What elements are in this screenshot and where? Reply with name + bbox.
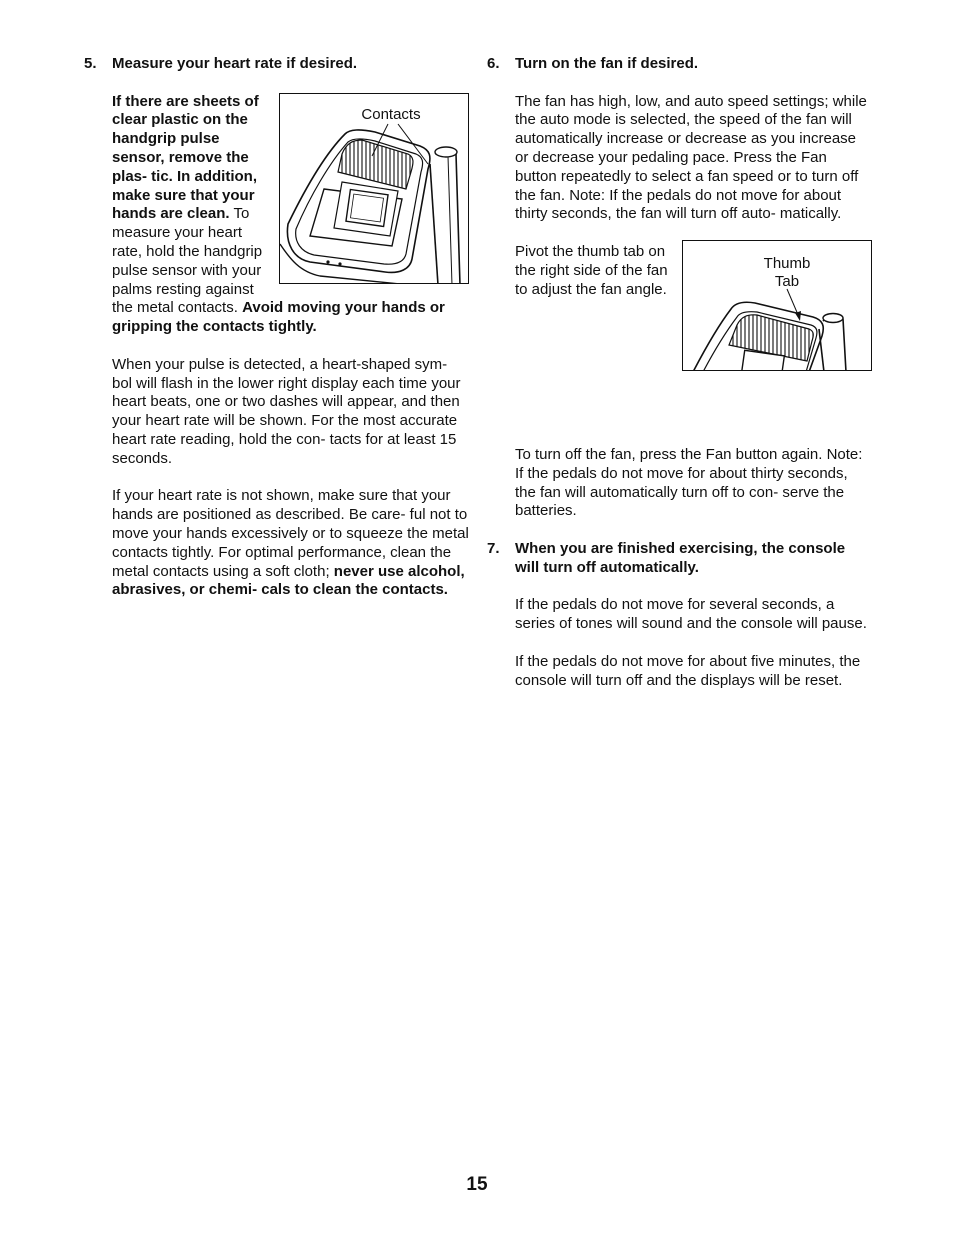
right-column (487, 55, 872, 709)
step-5-bold-warning: Avoid moving your hands or gripping the contacts tightly. (112, 299, 445, 336)
thumb-label: Thumb (763, 254, 811, 272)
step-5-bold-instruction: If there are sheets of clear plastic on the handgrip pulse sensor, remove the plas- tic. In addition, make sure that your hands are clean. (112, 92, 259, 223)
step-6-number: 6. (487, 55, 500, 72)
step-7 (487, 540, 872, 690)
contacts-label: Contacts (361, 105, 421, 123)
step-7-heading: When you are finished exercising, the console will turn off automatically. (515, 539, 846, 576)
step-7-number: 7. (487, 539, 500, 557)
step-6 (487, 55, 872, 521)
step-7-paragraph-2: If the pedals do not move for about five minutes, the console will turn off and the displays will be reset. (515, 652, 861, 689)
step-6-paragraph-1: The fan has high, low, and auto speed settings; while the auto mode is selected, the speed of the fan will automatically increase or decrease as you increase or decrease your pedaling pace. Press the Fan button repeatedly to select a fan speed or to turn off the fan. Note: If the pedals do not move for about thirty seconds, the fan will turn off auto- matically. (515, 92, 867, 223)
step-5-paragraph-2: When your pulse is detected, a heart-shaped sym- bol will flash in the lower right display each time your heart beats, one or two dashes will appear, and then your heart rate will be shown. For the most accurate heart rate reading, hold the con- tacts for at least 15 seconds. (112, 355, 461, 467)
contacts-figure (279, 93, 469, 284)
tab-label: Tab (774, 272, 800, 290)
step-5 (84, 55, 469, 600)
step-5-number: 5. (84, 55, 97, 72)
step-7-paragraph-1: If the pedals do not move for several seconds, a series of tones will sound and the console will pause. (515, 596, 867, 633)
step-5-text: To measure your heart rate, hold the handgrip pulse sensor with your palms resting against the metal contacts. (112, 205, 263, 317)
step-6-heading: Turn on the fan if desired. (515, 55, 699, 72)
thumb-tab-figure (682, 240, 872, 371)
step-6-paragraph-3: To turn off the fan, press the Fan button again. Note: If the pedals do not move for about thirty seconds, the fan will automatically turn off to con- serve the batteries. (515, 445, 863, 520)
step-5-cleaning-warning: never use alcohol, abrasives, or chemi- cals to clean the contacts. (112, 562, 465, 599)
left-column (84, 55, 469, 619)
step-5-paragraph-3 (112, 487, 469, 600)
figure-spacer (515, 381, 872, 446)
step-6-paragraph-2: Pivot the thumb tab on the right side of the fan to adjust the fan angle. (515, 242, 668, 298)
step-5-heading: Measure your heart rate if desired. (112, 55, 358, 72)
page-number: 15 (466, 1174, 488, 1195)
step-5-cleaning-text: If your heart rate is not shown, make sure that your hands are positioned as described. Be care- ful not to move your hands excessively or to squeeze the metal contacts tightly. For optimal performance, clean the metal contacts using a soft cloth; (112, 487, 469, 580)
